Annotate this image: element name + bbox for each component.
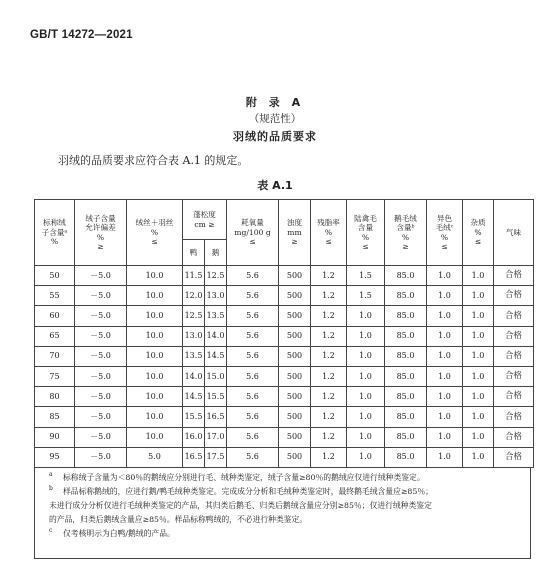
table-cell: 17.0 (205, 427, 227, 447)
table-cell: 500 (279, 407, 311, 427)
table-cell: 合格 (494, 427, 534, 447)
table-cell: 5.6 (227, 447, 279, 467)
table-cell: 合格 (494, 306, 534, 326)
table-cell: 10.0 (127, 286, 183, 306)
table-cell: 1.0 (463, 306, 494, 326)
table-cell: 5.6 (227, 427, 279, 447)
header-odor: 气味 (494, 200, 534, 266)
table-cell: 10.0 (127, 366, 183, 386)
table-cell: 85.0 (385, 407, 427, 427)
table-cell: 1.0 (463, 387, 494, 407)
table-cell: 15.0 (205, 366, 227, 386)
table-cell: 70 (35, 346, 75, 366)
table-cell: 10.0 (127, 387, 183, 407)
table-cell: 500 (279, 306, 311, 326)
table-row (35, 427, 534, 447)
table-body (35, 266, 534, 468)
table-cell: 14.0 (205, 326, 227, 346)
table-cell: 1.0 (427, 266, 463, 286)
table-cell: 85.0 (385, 266, 427, 286)
table-cell: 500 (279, 266, 311, 286)
table-cell: 10.0 (127, 326, 183, 346)
table-cell: 16.0 (183, 427, 205, 447)
table-cell: 1.0 (347, 366, 385, 386)
table-cell: 500 (279, 427, 311, 447)
table-cell: 500 (279, 447, 311, 467)
table-cell: 15.5 (205, 387, 227, 407)
table-cell: 14.5 (183, 387, 205, 407)
table-cell: －5.0 (75, 366, 127, 386)
table-cell: 1.0 (427, 306, 463, 326)
table-caption: 表 A.1 (257, 179, 293, 192)
table-cell: －5.0 (75, 346, 127, 366)
table-cell: 1.0 (427, 447, 463, 467)
table-cell: －5.0 (75, 326, 127, 346)
table-cell: －5.0 (75, 427, 127, 447)
table-cell: 1.2 (311, 366, 347, 386)
header-impurity: 杂质 % ≤ (463, 200, 494, 266)
table-row (35, 407, 534, 427)
table-cell: 合格 (494, 346, 534, 366)
table-cell: 50 (35, 266, 75, 286)
table-cell: 5.0 (127, 447, 183, 467)
table-cell: 13.5 (205, 306, 227, 326)
standard-code: GB/T 14272—2021 (30, 29, 133, 41)
table-cell: 500 (279, 387, 311, 407)
header-nominal-down-content: 标称绒 子含量ᵃ % (35, 200, 75, 266)
header-turbidity: 浊度 mm ≥ (279, 200, 311, 266)
table-cell: 500 (279, 346, 311, 366)
table-cell: 85 (35, 407, 75, 427)
table-cell: 95 (35, 447, 75, 467)
table-cell: －5.0 (75, 286, 127, 306)
table-cell: 85.0 (385, 286, 427, 306)
footnote-b-line-2: 未进行成分分析仅进行毛绒种类鉴定的产品，其归类后鹅毛、归类后鹅绒含量应分别≥85％；仅进行绒种类鉴定 (49, 501, 432, 510)
table-cell: 1.0 (463, 286, 494, 306)
table-cell: 1.2 (311, 427, 347, 447)
table-row (35, 326, 534, 346)
header-fill-power-goose: 鹅 (205, 240, 227, 266)
table-cell: 85.0 (385, 387, 427, 407)
table-cell: 1.2 (311, 346, 347, 366)
table-cell: 5.6 (227, 286, 279, 306)
table-cell: 5.6 (227, 306, 279, 326)
header-oxygen-consumption: 耗氧量 mg/100 g ≤ (227, 200, 279, 266)
table-cell: 1.0 (427, 427, 463, 447)
table-cell: －5.0 (75, 407, 127, 427)
table-cell: 13.0 (205, 286, 227, 306)
table-cell: 1.0 (347, 387, 385, 407)
table-cell: 15.5 (183, 407, 205, 427)
table-cell: 1.0 (463, 346, 494, 366)
table-cell: 85.0 (385, 427, 427, 447)
table-cell: 5.6 (227, 366, 279, 386)
table-cell: 1.0 (347, 407, 385, 427)
table-cell: 85.0 (385, 306, 427, 326)
table-cell: 合格 (494, 366, 534, 386)
table-cell: 1.0 (463, 447, 494, 467)
table-cell: 11.5 (183, 266, 205, 286)
table-row (35, 306, 534, 326)
table-cell: －5.0 (75, 447, 127, 467)
footnote-c: c 仅考核明示为白鸭/鹅绒的产品。 (49, 527, 175, 538)
table-cell: 10.0 (127, 346, 183, 366)
table-cell: 1.0 (427, 387, 463, 407)
table-cell: 12.0 (183, 286, 205, 306)
table-cell: 1.0 (347, 447, 385, 467)
table-cell: 合格 (494, 387, 534, 407)
table-cell: 1.2 (311, 387, 347, 407)
table-cell: 12.5 (183, 306, 205, 326)
table-cell: 1.0 (427, 346, 463, 366)
header-fill-power: 蓬松度 cm ≥ (183, 200, 227, 240)
header-landfowl-feather: 陆禽毛 含量 % ≤ (347, 200, 385, 266)
table-cell: 60 (35, 306, 75, 326)
table-cell: 1.5 (347, 286, 385, 306)
footnote-b: b 样品标称鹅绒的，应进行鹅/鸭毛绒种类鉴定。完成成分分析和毛绒种类鉴定时，最终鹅毛绒含量应≥85％； (49, 485, 433, 496)
table-cell: 5.6 (227, 326, 279, 346)
table-cell: 16.5 (205, 407, 227, 427)
table-cell: 10.0 (127, 407, 183, 427)
table-cell: 1.0 (427, 407, 463, 427)
header-goose-feather-down: 鹅毛绒 含量ᵇ % ≥ (385, 200, 427, 266)
footnote-b-line-3: 的产品，归类后鹅绒含量应≥85％。样品标称鸭绒的，不必进行种类鉴定。 (49, 515, 308, 524)
table-row (35, 346, 534, 366)
table-cell: 85.0 (385, 447, 427, 467)
table-cell: 5.6 (227, 346, 279, 366)
table-cell: 1.0 (347, 427, 385, 447)
table-cell: 1.0 (347, 346, 385, 366)
table-cell: 14.5 (205, 346, 227, 366)
table-cell: 75 (35, 366, 75, 386)
table-cell: 10.0 (127, 306, 183, 326)
table-cell: 17.5 (205, 447, 227, 467)
table-cell: －5.0 (75, 266, 127, 286)
table-cell: 85.0 (385, 346, 427, 366)
appendix-name: 羽绒的品质要求 (233, 130, 317, 143)
appendix-title: 附 录 A (245, 96, 305, 109)
table-cell: 12.5 (205, 266, 227, 286)
table-cell: －5.0 (75, 387, 127, 407)
table-cell: 80 (35, 387, 75, 407)
appendix-nature: （规范性） (248, 113, 302, 125)
table-cell: 90 (35, 427, 75, 447)
table-cell: 1.0 (463, 366, 494, 386)
footnote-a: a 标称绒子含量为＜80％的鹅绒应分别进行毛、绒种类鉴定，绒子含量≥80％的鹅绒应仅进行绒种类鉴定。 (49, 471, 425, 482)
table-cell: 14.0 (183, 366, 205, 386)
table-cell: 1.5 (347, 266, 385, 286)
table-footnotes (34, 467, 531, 559)
table-cell: 合格 (494, 266, 534, 286)
table-row (35, 387, 534, 407)
table-cell: 5.6 (227, 387, 279, 407)
table-cell: 16.5 (183, 447, 205, 467)
table-cell: 1.0 (427, 366, 463, 386)
table-cell: 1.0 (347, 306, 385, 326)
header-off-color-down: 异色 毛绒ᶜ % ≤ (427, 200, 463, 266)
table-cell: 1.2 (311, 326, 347, 346)
table-cell: 1.0 (463, 407, 494, 427)
table-cell: 1.0 (427, 326, 463, 346)
table-row (35, 266, 534, 286)
header-fill-power-duck: 鸭 (183, 240, 205, 266)
table-cell: 10.0 (127, 266, 183, 286)
table-cell: 500 (279, 326, 311, 346)
table-cell: 合格 (494, 286, 534, 306)
table-cell: 1.0 (427, 286, 463, 306)
table-cell: 1.0 (347, 326, 385, 346)
table-cell: 合格 (494, 326, 534, 346)
table-cell: 10.0 (127, 427, 183, 447)
table-cell: 13.5 (183, 346, 205, 366)
table-cell: 1.2 (311, 407, 347, 427)
table-cell: 1.0 (463, 266, 494, 286)
table-cell: 500 (279, 366, 311, 386)
intro-paragraph: 羽绒的品质要求应符合表 A.1 的规定。 (58, 154, 249, 167)
table-cell: 合格 (494, 447, 534, 467)
table-cell: 1.2 (311, 266, 347, 286)
table-cell: 1.2 (311, 286, 347, 306)
table-row (35, 447, 534, 467)
table-cell: 5.6 (227, 266, 279, 286)
table-row (35, 366, 534, 386)
table-cell: 85.0 (385, 366, 427, 386)
quality-requirements-table (34, 199, 534, 468)
table-cell: 合格 (494, 407, 534, 427)
header-residual-fat: 残脂率 % ≤ (311, 200, 347, 266)
table-cell: 1.0 (463, 326, 494, 346)
table-cell: 1.0 (463, 427, 494, 447)
table-cell: 500 (279, 286, 311, 306)
table-cell: 1.2 (311, 306, 347, 326)
table-row (35, 286, 534, 306)
header-fiber-content: 绒丝＋羽丝 % ≤ (127, 200, 183, 266)
table-cell: 55 (35, 286, 75, 306)
header-down-content-tolerance: 绒子含量 允许偏差 % ≥ (75, 200, 127, 266)
table-cell: 13.0 (183, 326, 205, 346)
table-cell: －5.0 (75, 306, 127, 326)
table-cell: 5.6 (227, 407, 279, 427)
table-cell: 65 (35, 326, 75, 346)
table-cell: 1.2 (311, 447, 347, 467)
table-cell: 85.0 (385, 326, 427, 346)
